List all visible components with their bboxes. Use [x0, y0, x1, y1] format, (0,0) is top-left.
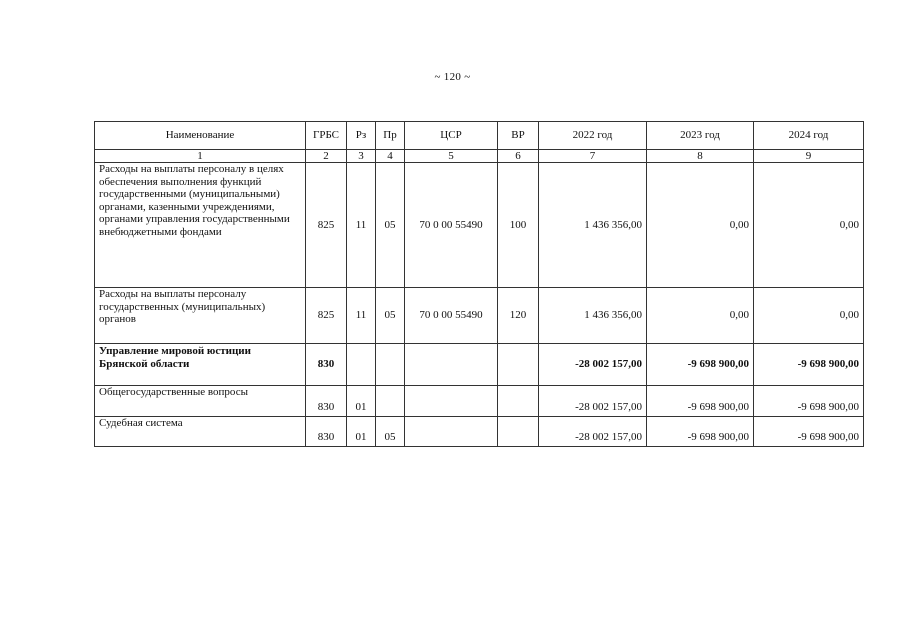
table-row: [95, 386, 864, 417]
cell-rz: 11: [347, 288, 376, 344]
cell-grbs: 830: [306, 417, 347, 447]
column-number: 4: [376, 150, 405, 163]
table-header: [95, 122, 864, 163]
cell-csr: 70 0 00 55490: [405, 163, 498, 288]
cell-csr: 70 0 00 55490: [405, 288, 498, 344]
column-number: 2: [306, 150, 347, 163]
cell-2024: 0,00: [754, 163, 864, 288]
cell-grbs: 825: [306, 163, 347, 288]
cell-rz: 01: [347, 417, 376, 447]
cell-pr: 05: [376, 417, 405, 447]
cell-2024: -9 698 900,00: [754, 386, 864, 417]
cell-2023: 0,00: [647, 288, 754, 344]
column-number: 7: [539, 150, 647, 163]
cell-rz: 11: [347, 163, 376, 288]
budget-table: [94, 121, 864, 447]
cell-vr: 120: [498, 288, 539, 344]
cell-csr: [405, 344, 498, 386]
cell-2023: -9 698 900,00: [647, 417, 754, 447]
cell-2023: -9 698 900,00: [647, 344, 754, 386]
cell-name: Расходы на выплаты персоналу государственных (муниципальных) органов: [95, 288, 306, 344]
table-row: [95, 288, 864, 344]
cell-2022: -28 002 157,00: [539, 386, 647, 417]
header-2022: 2022 год: [539, 122, 647, 150]
cell-2022: 1 436 356,00: [539, 163, 647, 288]
cell-pr: 05: [376, 288, 405, 344]
cell-name: Расходы на выплаты персоналу в целях обеспечения выполнения функций государственными (муниципальными) органами, казенными учреждениями, органами управления государственными внебюджетными фондами: [95, 163, 306, 288]
cell-2024: -9 698 900,00: [754, 344, 864, 386]
cell-vr: [498, 386, 539, 417]
cell-vr: [498, 344, 539, 386]
cell-csr: [405, 386, 498, 417]
cell-2023: 0,00: [647, 163, 754, 288]
column-number: 5: [405, 150, 498, 163]
cell-grbs: 825: [306, 288, 347, 344]
cell-2024: -9 698 900,00: [754, 417, 864, 447]
column-number: 1: [95, 150, 306, 163]
table-row: [95, 344, 864, 386]
header-grbs: ГРБС: [306, 122, 347, 150]
column-number: 3: [347, 150, 376, 163]
cell-pr: [376, 344, 405, 386]
column-number: 9: [754, 150, 864, 163]
header-pr: Пр: [376, 122, 405, 150]
header-vr: ВР: [498, 122, 539, 150]
cell-rz: 01: [347, 386, 376, 417]
cell-vr: [498, 417, 539, 447]
cell-rz: [347, 344, 376, 386]
cell-csr: [405, 417, 498, 447]
cell-grbs: 830: [306, 344, 347, 386]
cell-pr: 05: [376, 163, 405, 288]
column-number: 6: [498, 150, 539, 163]
cell-pr: [376, 386, 405, 417]
cell-name: Управление мировой юстиции Брянской области: [95, 344, 306, 386]
cell-2022: -28 002 157,00: [539, 417, 647, 447]
cell-2022: -28 002 157,00: [539, 344, 647, 386]
header-csr: ЦСР: [405, 122, 498, 150]
table-body: [95, 163, 864, 447]
header-2024: 2024 год: [754, 122, 864, 150]
header-name: Наименование: [95, 122, 306, 150]
cell-2023: -9 698 900,00: [647, 386, 754, 417]
header-row: [95, 122, 864, 150]
cell-grbs: 830: [306, 386, 347, 417]
cell-2024: 0,00: [754, 288, 864, 344]
cell-vr: 100: [498, 163, 539, 288]
cell-2022: 1 436 356,00: [539, 288, 647, 344]
cell-name: Судебная система: [95, 417, 306, 447]
page-number: ~ 120 ~: [434, 71, 471, 83]
cell-name: Общегосударственные вопросы: [95, 386, 306, 417]
column-number: 8: [647, 150, 754, 163]
table-row: [95, 417, 864, 447]
header-2023: 2023 год: [647, 122, 754, 150]
column-number-row: [95, 150, 864, 163]
table-row: [95, 163, 864, 288]
header-rz: Рз: [347, 122, 376, 150]
